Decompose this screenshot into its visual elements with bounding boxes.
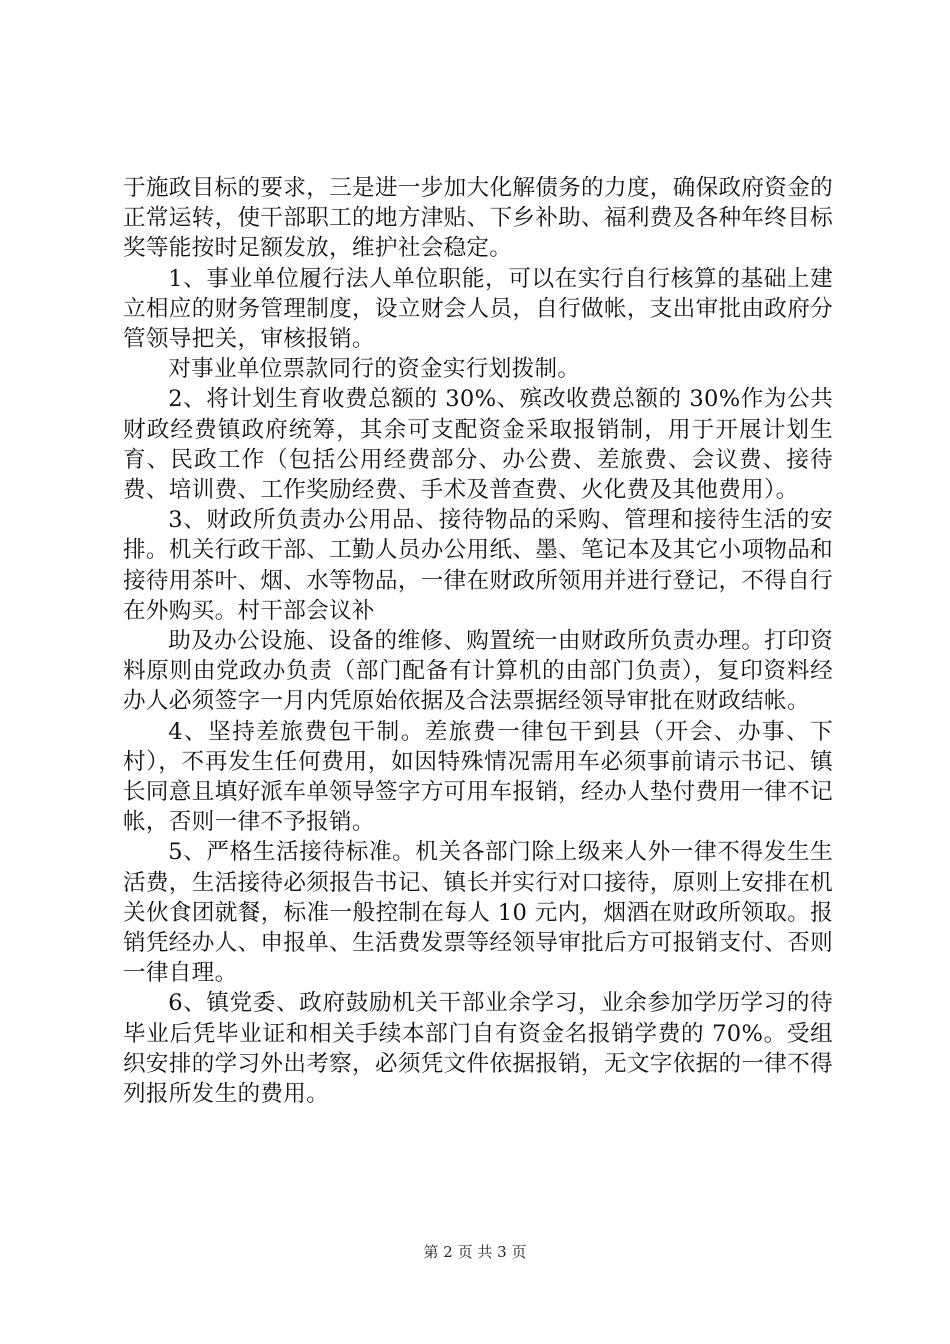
paragraph-item-2: 2、将计划生育收费总额的 30%、殡改收费总额的 30%作为公共财政经费镇政府统筹，其余可支配资金采取报销制，用于开展计划生育、民政工作（包括公用经费部分、办公费、差旅费、会议费、接待费、培训费、工作奖励经费、手术及普查费、火化费及其他费用）。 [123, 386, 833, 504]
paragraph-item-3: 3、财政所负责办公用品、接待物品的采购、管理和接待生活的安排。机关行政干部、工勤人员办公用纸、墨、笔记本及其它小项物品和接待用茶叶、烟、水等物品，一律在财政所领用并进行登记，不得自行在外购买。村干部会议补 [123, 507, 833, 624]
paragraph-transfer-note: 对事业单位票款同行的资金实行划拨制。 [168, 356, 581, 383]
paragraph-item-4: 4、坚持差旅费包干制。差旅费一律包干到县（开会、办事、下村），不再发生任何费用，如因特殊情况需用车必须事前请示书记、镇长同意且填好派车单领导签字方可用车报销，经办人垫付费用一律不记帐，否则一律不予报销。 [123, 718, 833, 836]
paragraph-item-1: 1、事业单位履行法人单位职能，可以在实行自行核算的基础上建立相应的财务管理制度，设立财会人员，自行做帐，支出审批由政府分管领导把关，审核报销。 [123, 265, 833, 353]
paragraph-item-5: 5、严格生活接待标准。机关各部门除上级来人外一律不得发生生活费，生活接待必须报告书记、镇长并实行对口接待，原则上安排在机关伙食团就餐，标准一般控制在每人 10 元内，烟酒在财政所领取。报销凭经办人、申报单、生活费发票等经领导审批后方可报销支付、否则一律自理。 [123, 839, 833, 987]
paragraph-item-6: 6、镇党委、政府鼓励机关干部业余学习，业余参加学历学习的待毕业后凭毕业证和相关手续本部门自有资金名报销学费的 70%。受组织安排的学习外出考察，必须凭文件依据报销，无文字依据的一律不得列报所发生的费用。 [123, 990, 833, 1108]
paragraph-intro-continuation: 于施政目标的要求，三是进一步加大化解债务的力度，确保政府资金的正常运转，使干部职工的地方津贴、下乡补助、福利费及各种年终目标奖等能按时足额发放，维护社会稳定。 [123, 175, 833, 262]
paragraph-item-3-continued: 助及办公设施、设备的维修、购置统一由财政所负责办理。打印资料原则由党政办负责（部门配备有计算机的由部门负责），复印资料经办人必须签字一月内凭原始依据及合法票据经领导审批在财政结帐。 [123, 628, 833, 715]
document-body [123, 173, 833, 1109]
page-footer: 第 2 页 共 3 页 [423, 1243, 527, 1261]
